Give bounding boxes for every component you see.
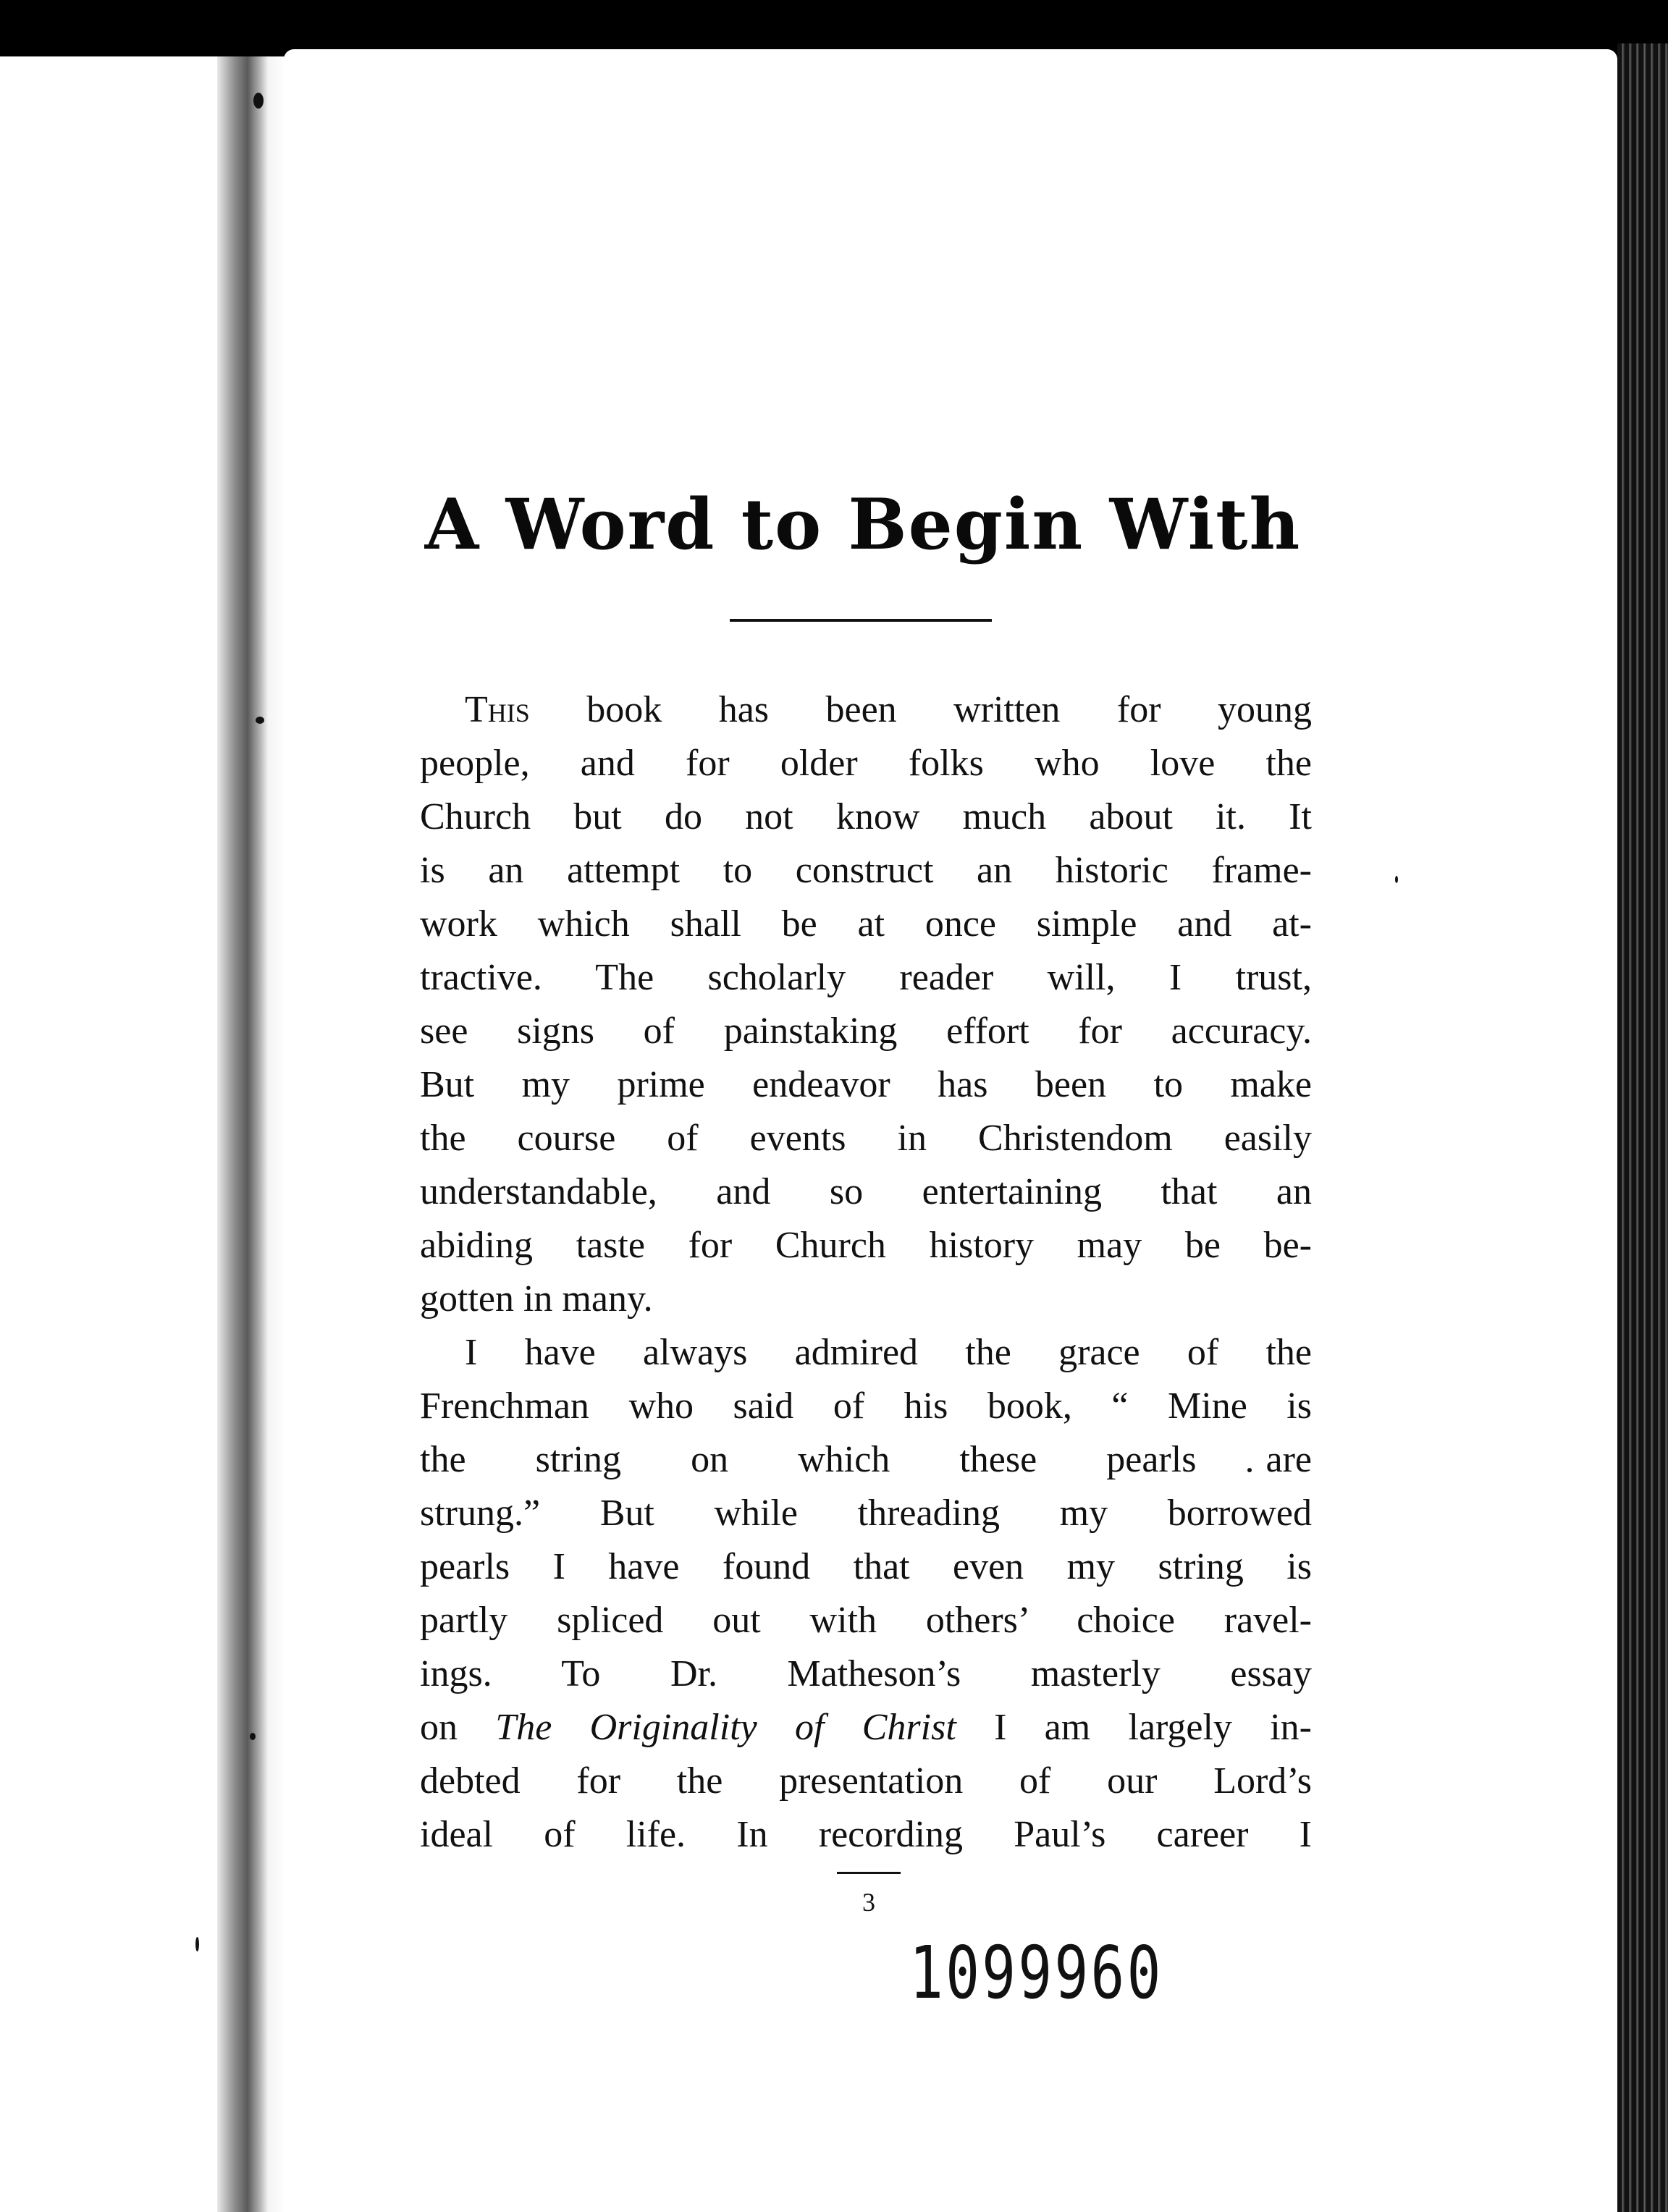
facing-page-margin [0, 56, 217, 2212]
text-line: is an attempt to construct an historic frame- [420, 850, 1312, 891]
text-line: ings. To Dr. Matheson’s masterly essay [420, 1653, 1312, 1694]
text-line: debted for the presentation of our Lord’s [420, 1760, 1312, 1802]
text-line: abiding taste for Church history may be be- [420, 1225, 1312, 1266]
text-line: the course of events in Christendom easily [420, 1118, 1312, 1159]
text-line: gotten in many. [420, 1278, 653, 1320]
text-line: Church but do not know much about it. It [420, 796, 1312, 837]
text-line: I have always admired the grace of the [465, 1332, 1312, 1373]
scan-speck [250, 1733, 256, 1740]
text-line: partly spliced out with others’ choice ravel- [420, 1600, 1312, 1641]
page-title: A Word to Begin With [424, 484, 1302, 565]
text-line: the string on which these pearls are [420, 1439, 1312, 1480]
page-number: 3 [862, 1888, 875, 1917]
body-text [420, 683, 1312, 1862]
lead-word: This [465, 689, 530, 730]
text-line: on The Originality of Christ I am largely in- [420, 1707, 1312, 1748]
text-line: Frenchman who said of his book, “ Mine is [420, 1385, 1312, 1427]
text-line: work which shall be at once simple and at- [420, 903, 1312, 945]
scan-speck [253, 93, 264, 109]
text-line: understandable, and so entertaining that an [420, 1171, 1312, 1212]
binding-shadow [217, 56, 268, 2212]
text-line: people, and for older folks who love the [420, 743, 1312, 784]
page-stack-edge [1617, 43, 1668, 2212]
accession-number-stamp: 1099960 [909, 1930, 1163, 2015]
scan-speck [256, 717, 264, 724]
text-line: ideal of life. In recording Paul’s career I [420, 1814, 1312, 1855]
book-title-italic: The Originality of Christ [495, 1707, 956, 1748]
text-line: see signs of painstaking effort for accuracy. [420, 1010, 1312, 1052]
text-line: tractive. The scholarly reader will, I trust, [420, 957, 1312, 998]
scan-speck [1395, 876, 1398, 883]
scan-speck [195, 1937, 199, 1951]
text-line: But my prime endeavor has been to make [420, 1064, 1312, 1105]
text-line: pearls I have found that even my string is [420, 1546, 1312, 1587]
folio-rule [837, 1872, 901, 1874]
text-line: This book has been written for young [465, 689, 1312, 730]
title-rule [730, 619, 992, 622]
text-line: strung.” But while threading my borrowed [420, 1493, 1312, 1534]
